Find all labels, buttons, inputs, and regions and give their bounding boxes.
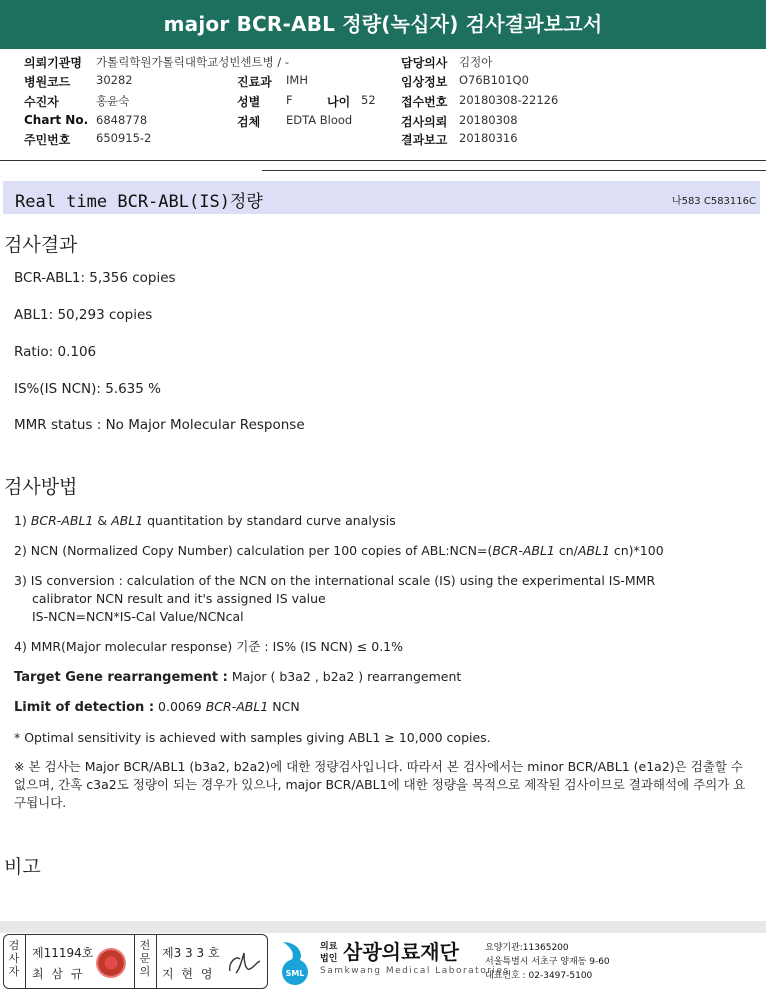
result-line: BCR-ABL1: 5,356 copies (14, 270, 176, 286)
organization-english: Samkwang Medical Laboratories (320, 966, 510, 976)
seal-icon (96, 948, 126, 978)
footer-band (0, 921, 766, 933)
method-item-2: 2) NCN (Normalized Copy Number) calculation per 100 copies of ABL:NCN=(BCR-ABL1 cn/ABL1 cn)*100 (14, 543, 664, 558)
doctor-label: 담당의사 (401, 56, 448, 70)
method-item-1: 1) BCR-ABL1 & ABL1 quantitation by standard curve analysis (14, 513, 396, 528)
result-line: Ratio: 0.106 (14, 344, 97, 360)
target-gene: Target Gene rearrangement : Major ( b3a2 , b2a2 ) rearrangement (14, 669, 462, 685)
org-type-bottom: 법인 (320, 954, 338, 964)
sml-logo-icon (275, 938, 315, 986)
result-line: ABL1: 50,293 copies (14, 307, 153, 323)
request-value: 20180308 (459, 113, 518, 127)
receipt-label: 접수번호 (401, 95, 448, 109)
institution-label: 의뢰기관명 (24, 56, 82, 70)
patient-value: 홍윤숙 (96, 94, 130, 108)
specialist-name: 지 현 영 (162, 967, 215, 981)
institution-value: 가톨릭학원가톨릭대학교성빈센트병 / - (96, 55, 290, 69)
clinical-label: 임상정보 (401, 75, 448, 89)
signature-icon (226, 949, 264, 979)
sex-value: F (286, 93, 293, 107)
chart-label: Chart No. (24, 113, 89, 127)
receipt-value: 20180308-22126 (459, 93, 559, 107)
method-item-4: 4) MMR(Major molecular response) 기준 : IS% (IS NCN) ≤ 0.1% (14, 639, 403, 654)
result-line: MMR status : No Major Molecular Response (14, 417, 305, 433)
optimal-sensitivity-note: * Optimal sensitivity is achieved with samples giving ABL1 ≥ 10,000 copies. (14, 730, 491, 745)
specimen-label: 검체 (237, 115, 261, 129)
organization-block (275, 936, 755, 991)
test-name-bar (3, 181, 760, 214)
specialist-license: 제3 3 3 호 (162, 946, 220, 960)
doctor-value: 김정아 (459, 55, 493, 69)
remarks-heading: 비고 (4, 856, 41, 878)
specimen-value: EDTA Blood (286, 113, 353, 127)
dept-value: IMH (286, 73, 308, 87)
request-label: 검사의뢰 (401, 115, 448, 129)
examiner-name: 최 삼 규 (32, 967, 85, 981)
org-type-top: 의료 (320, 942, 338, 952)
hospital-code-value: 30282 (96, 73, 133, 87)
report-label: 결과보고 (401, 133, 448, 147)
clinical-value: O76B101Q0 (459, 73, 529, 87)
organization-address: 서울특별시 서초구 양재동 9-60 (485, 957, 610, 967)
hospital-code-label: 병원코드 (24, 75, 71, 89)
chart-value: 6848778 (96, 113, 148, 127)
signature-box (3, 934, 268, 989)
resident-value: 650915-2 (96, 131, 152, 145)
specialist-label: 전문의 (139, 939, 151, 978)
divider (0, 160, 766, 161)
caution-note: ※ 본 검사는 Major BCR/ABL1 (b3a2, b2a2)에 대한 정량검사입니다. 따라서 본 검사에서는 minor BCR/ABL1 (e1a2)은 검출할 수 없으며, 간혹 c3a2도 정량이 되는 경우가 있으나, major BCR/ABL1에 대한 정량을 목적으로 제작된 검사이므로 결과해석에 주의가 요구됩니다. (14, 759, 746, 810)
examiner-license: 제11194호 (32, 946, 94, 960)
patient-label: 수진자 (24, 95, 59, 109)
svg-text:SML: SML (285, 969, 305, 978)
examiner-label: 검사자 (8, 939, 20, 978)
limit-of-detection: Limit of detection : 0.0069 BCR-ABL1 NCN (14, 699, 300, 715)
test-code: 나583 C583116C (671, 196, 756, 207)
sex-label: 성별 (237, 95, 261, 109)
organization-code: 요양기관:11365200 (485, 943, 569, 953)
results-heading: 검사결과 (4, 234, 78, 256)
organization-name: 삼광의료재단 (343, 940, 459, 964)
report-value: 20180316 (459, 131, 518, 145)
age-label: 나이 (327, 95, 351, 109)
dept-label: 진료과 (237, 75, 272, 89)
divider (262, 170, 766, 171)
resident-label: 주민번호 (24, 133, 71, 147)
report-title: major BCR-ABL 정량(녹십자) 검사결과보고서 (0, 0, 766, 49)
test-name: Real time BCR-ABL(IS)정량 (15, 192, 263, 212)
age-value: 52 (361, 93, 376, 107)
method-item-3: 3) IS conversion : calculation of the NCN on the international scale (IS) using the experimental IS-MMR calibrator NCN result and it's assigned IS value IS-NCN=NCN*IS-Cal Value/NCNcal (14, 573, 656, 624)
organization-phone: 대표번호 : 02-3497-5100 (485, 971, 593, 981)
result-line: IS%(IS NCN): 5.635 % (14, 381, 161, 397)
method-heading: 검사방법 (4, 476, 78, 498)
